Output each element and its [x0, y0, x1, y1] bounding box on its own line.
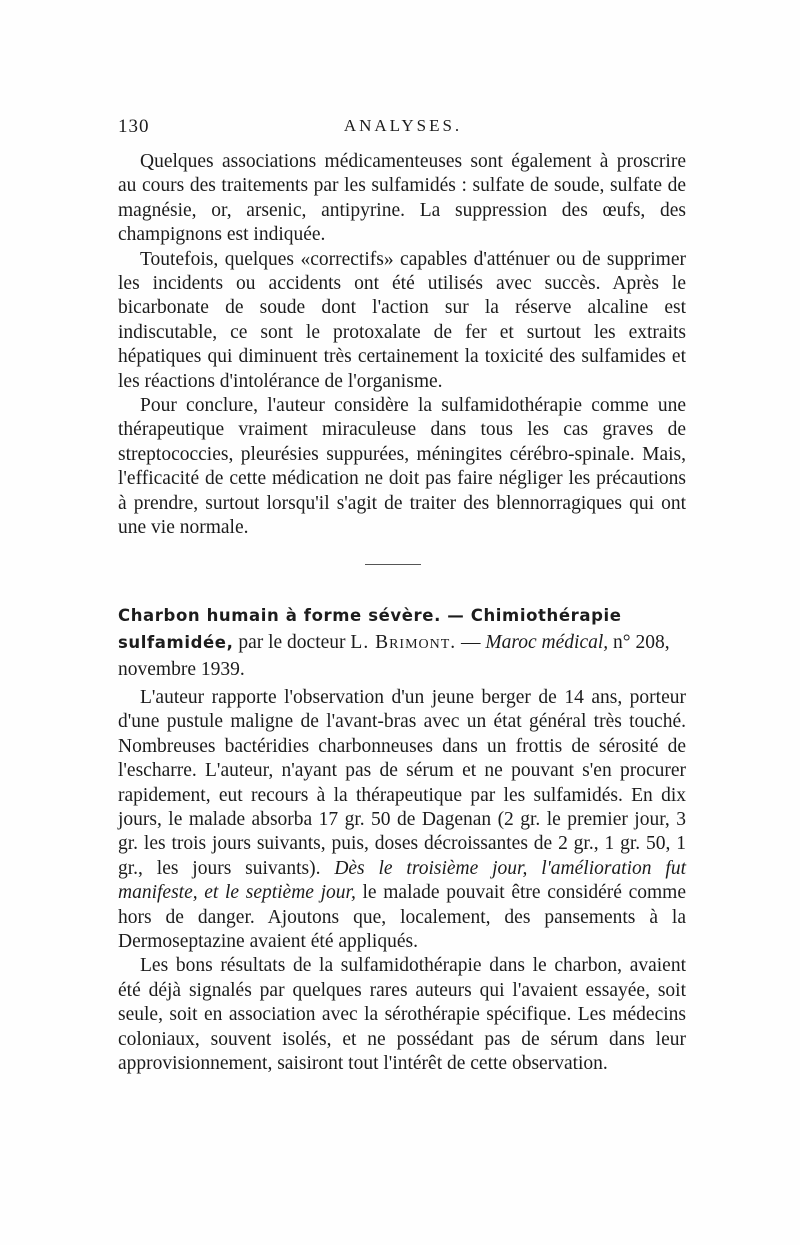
section-sulfamide-precautions	[118, 150, 686, 541]
running-header	[118, 116, 688, 146]
page-number: 130	[118, 116, 150, 137]
byline-prefix: par le docteur	[238, 632, 346, 653]
text-run: L'auteur rapporte l'observation d'un jeune berger de 14 ans, porteur d'une pustule maligne de l'avant-bras avec un état général très touché. Nombreuses bactéridies charbonneuses dans un frottis de sérosité de l'escharre. L'auteur, n'ayant pas de sérum et ne pouvant s'en procurer rapidement, eut recours à la thérapeutique par les sulfamidés. En dix jours, le malade absorba 17 gr. 50 de Dagenan (2 gr. le premier jour, 3 gr. les trois jours suivants, puis, doses décroissantes de 2 gr., 1 gr. 50, 1 gr., les jours suivants).	[118, 687, 686, 879]
citation-dash: —	[461, 632, 481, 653]
journal-name: Maroc médical,	[485, 632, 609, 653]
article-author: L. Brimont.	[350, 632, 457, 653]
section-charbon-case	[118, 686, 686, 1077]
paragraph: Toutefois, quelques «correctifs» capables d'atténuer ou de supprimer les incidents ou accidents ont été utilisés avec succès. Après le bicarbonate de soude dont l'action sur la réserve alcaline est indiscutable, ce sont le protoxalate de fer et surtout les extraits hépatiques qui diminuent très certainement la toxicité des sulfamides et les réactions d'intolérance de l'organisme.	[118, 248, 686, 392]
section-divider	[365, 564, 421, 565]
paragraph	[118, 686, 686, 954]
paragraph: Les bons résultats de la sulfamidothérapie dans le charbon, avaient été déjà signalés par quelques rares auteurs qui l'avaient essayée, soit seule, soit en association avec la sérothérapie spécifique. Les médecins coloniaux, souvent isolés, et ne possédant pas de sérum dans leur approvisionnement, saisiront tout l'intérêt de cette observation.	[118, 955, 686, 1075]
paragraph: Pour conclure, l'auteur considère la sulfamidothérapie comme une thérapeutique vraiment miraculeuse dans tous les cas graves de streptococcies, pleurésies suppurées, méningites cérébro-spinale. Mais, l'efficacité de cette médication ne doit pas faire négliger les précautions à prendre, surtout lorsqu'il s'agit de traiter des blennorragiques qui ont une vie normale.	[118, 395, 686, 539]
journal-issue: n° 208, novembre 1939.	[118, 632, 670, 680]
article-heading	[118, 602, 688, 683]
text-run: le malade pouvait être considéré comme hors de danger. Ajoutons que, localement, des pansements à la Dermoseptazine avaient été appliqués.	[118, 882, 687, 953]
italic-run: Dès le troisième jour, l'amélioration fut manifeste, et le septième jour,	[118, 857, 686, 904]
article-title: Charbon humain à forme sévère. — Chimiothérapie sulfamidée,	[118, 606, 622, 652]
paragraph: Quelques associations médicamenteuses sont également à proscrire au cours des traitements par les sulfamidés : sulfate de soude, sulfate de magnésie, or, arsenic, antipyrine. La suppression des œufs, des champignons est indiquée.	[118, 151, 686, 246]
running-title: ANALYSES.	[343, 116, 463, 135]
